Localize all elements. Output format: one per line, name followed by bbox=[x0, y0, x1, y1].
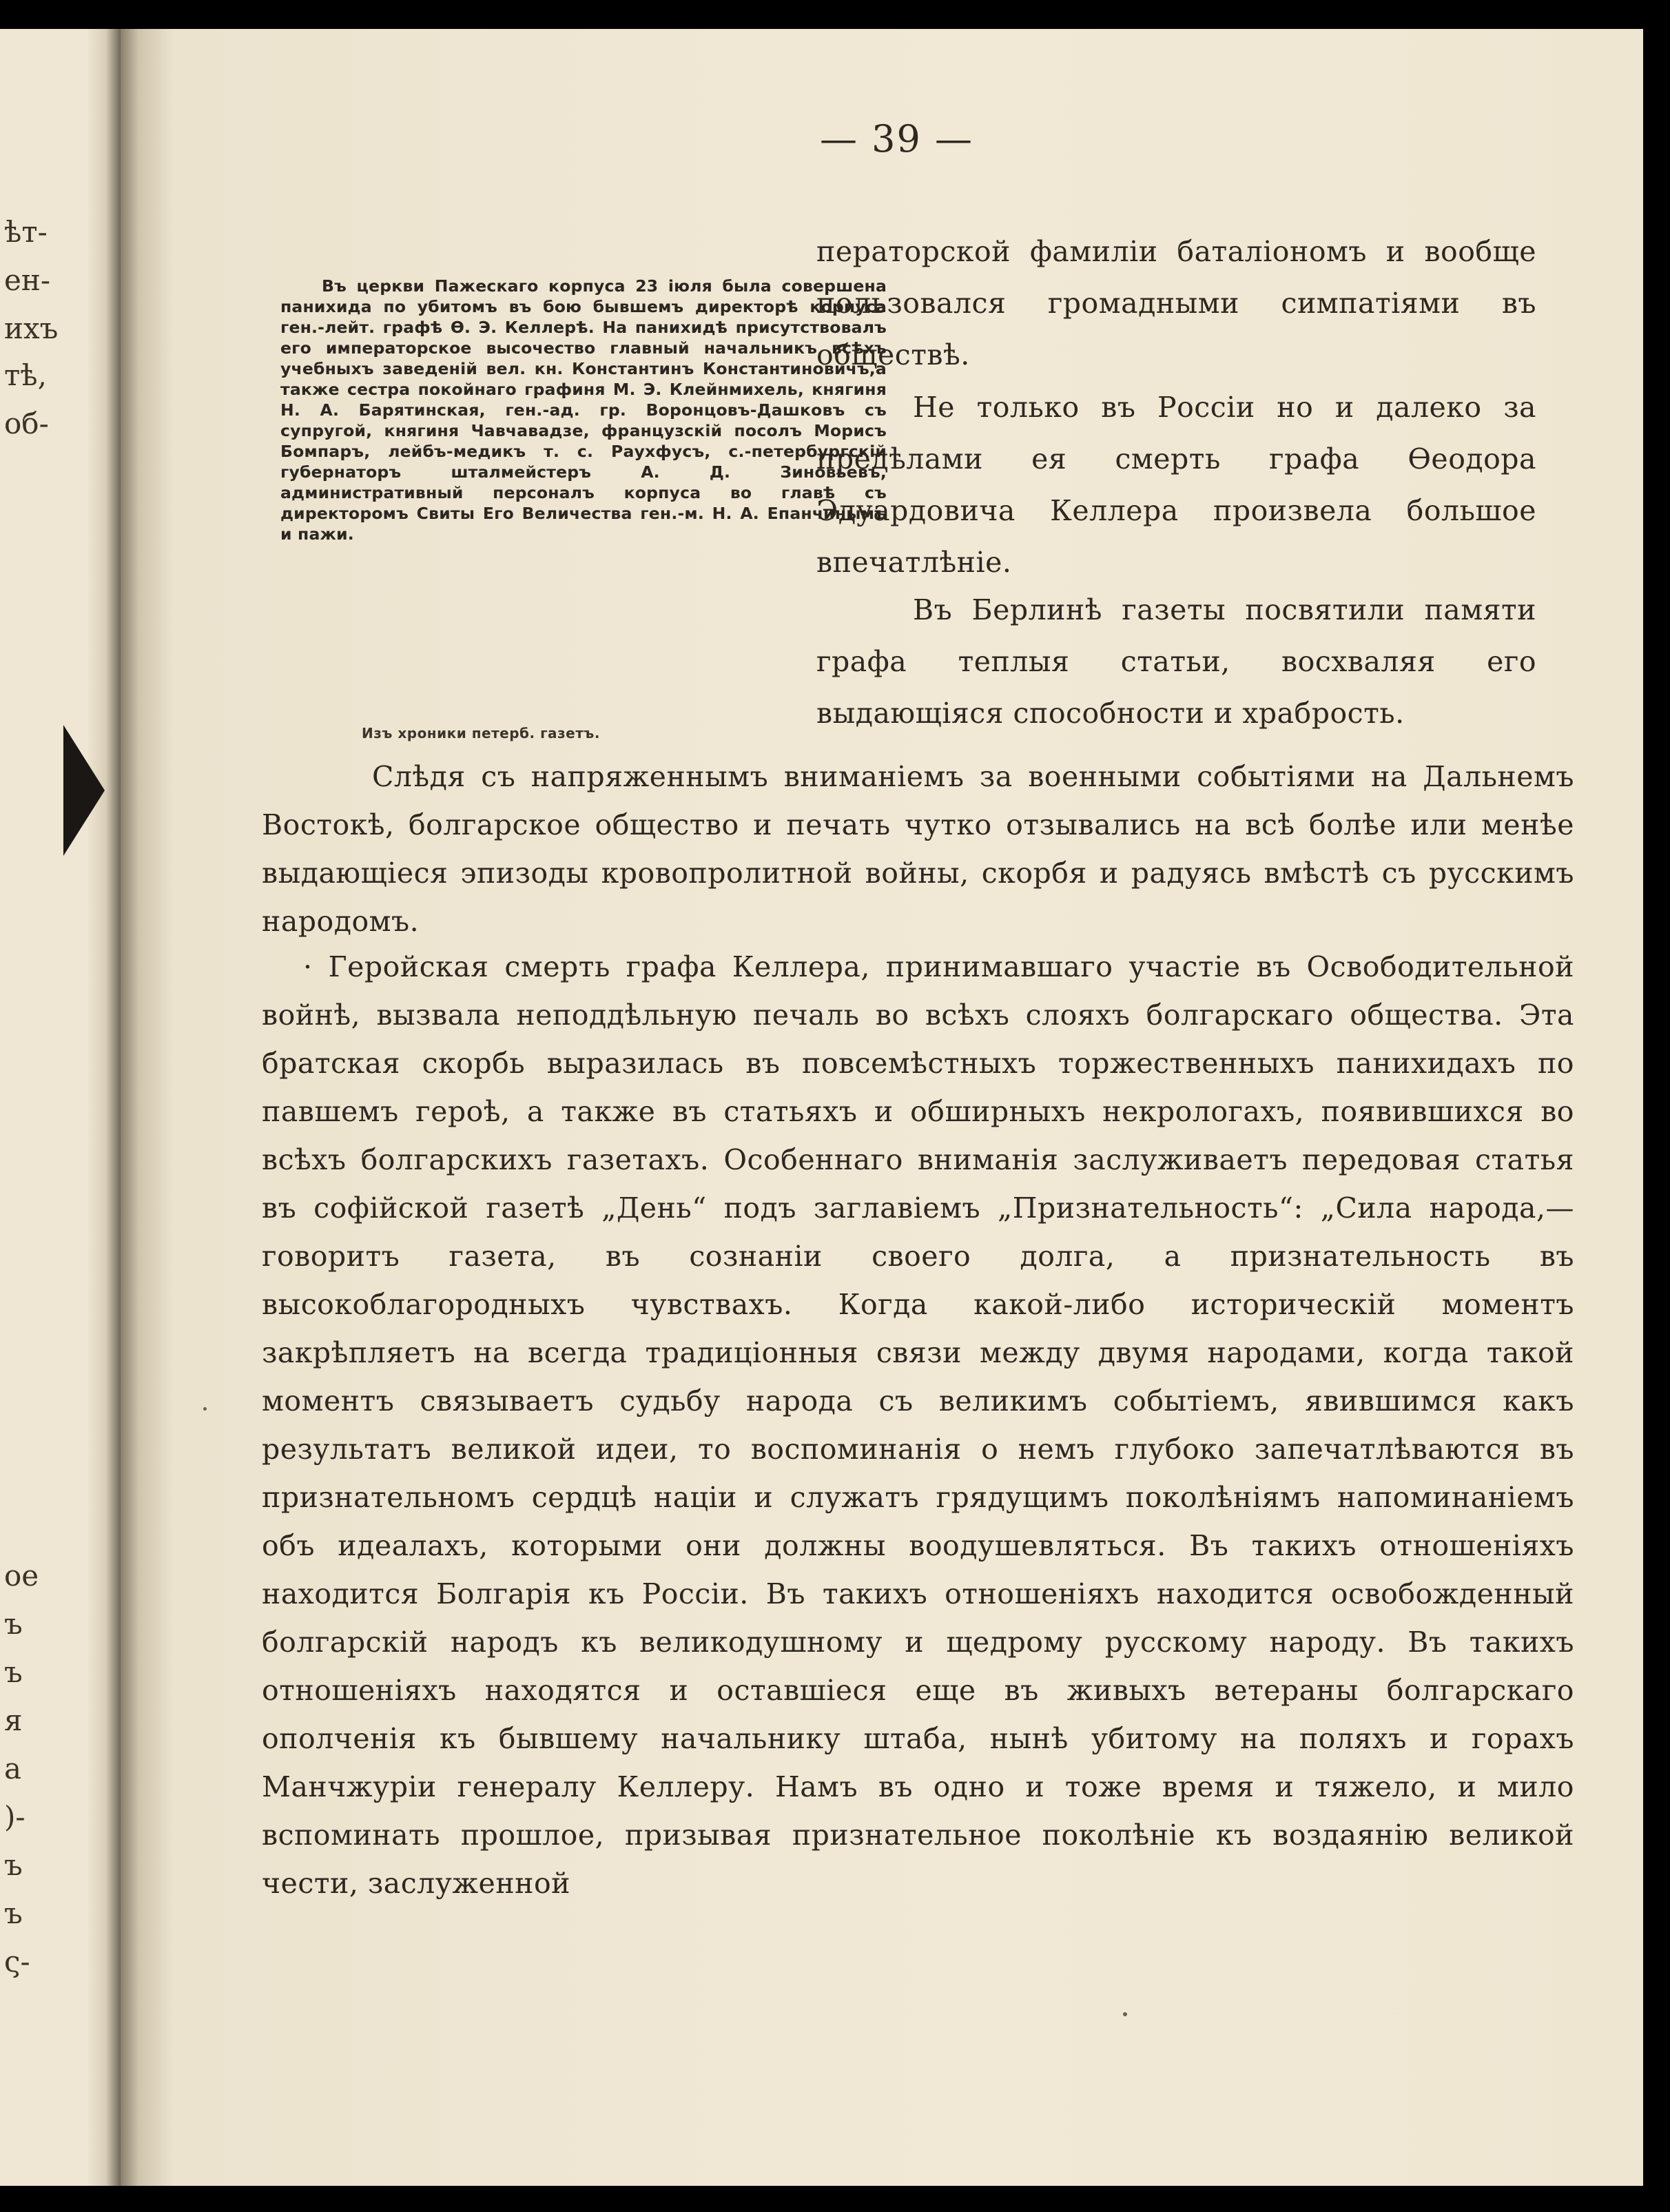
body-paragraph: · Геройская смерть графа Келлера, принимавшаго участіе въ Освободительной войнѣ, вызвала неподдѣльную печаль во всѣхъ слояхъ болгарскаго общества. Эта братская скорбь выразилась въ повсемѣстныхъ торжественныхъ панихидахъ по павшемъ героѣ, а также въ статьяхъ и обширныхъ некрологахъ, появившихся во всѣхъ болгарскихъ газетахъ. Особеннаго вниманія заслуживаетъ передовая статья въ софійской газетѣ „День“ подъ заглавіемъ „Признательность“: „Сила народа,—говоритъ газета, въ сознаніи своего долга, а признательность въ высокоблагородныхъ чувствахъ. Когда какой-либо историческій моментъ закрѣпляетъ на всегда традиціонныя связи между двумя народами, когда такой моментъ связываетъ судьбу народа съ великимъ событіемъ, явившимся какъ результатъ великой идеи, то воспоминанія о немъ глубоко запечатлѣваются въ признательномъ сердцѣ націи и служатъ грядущимъ поколѣніямъ напоминаніемъ объ идеалахъ, которыми они должны воодушевляться. Въ такихъ отношеніяхъ находится Болгарія къ Россіи. Въ такихъ отношеніяхъ находится освобожденный болгарскій народъ къ великодушному и щедрому русскому народу. Въ такихъ отношеніяхъ находятся и оставшіеся еще въ живыхъ ветераны болгарскаго ополченія къ бывшему начальнику штаба, нынѣ убитому на поляхъ и горахъ Манчжуріи генералу Келлеру. Намъ въ одно и тоже время и тяжело, и мило вспоминать прошлое, призывая признательное поколѣніе къ воздаянію великой чести, заслуженной bbox=[262, 950, 1574, 1900]
left-page-fragment: ѣт- bbox=[4, 215, 48, 249]
clipping-source: Изъ хроники петерб. газетъ. bbox=[362, 725, 600, 741]
left-page-fragment: ъ bbox=[4, 1607, 23, 1641]
paper-speck bbox=[1123, 2012, 1127, 2016]
page-number: — 39 — bbox=[820, 117, 974, 161]
previous-page-edge bbox=[0, 29, 121, 2186]
right-column-paragraph: Въ Берлинѣ газеты посвятили памяти графа теплыя статьи, восхваляя его выдающіяся способности и храбрость. bbox=[816, 593, 1536, 730]
newspaper-clipping: Въ церкви Пажескаго корпуса 23 іюля была совершена панихида по убитомъ въ бою бывшемъ директорѣ корпуса ген.-лейт. графѣ Ѳ. Э. Келлерѣ. На панихидѣ присутствовалъ его императорское высочество главный начальникъ всѣхъ учебныхъ заведеній вел. кн. Константинъ Константиновичъ,а также сестра покойнаго графиня М. Э. Клейнмихель, княгиня Н. А. Барятинская, ген.-ад. гр. Воронцовъ-Дашковъ съ супругой, княгиня Чавчавадзе, французскій посолъ Морисъ Бомпаръ, лейбъ-медикъ т. с. Раухфусъ, с.-петербургскій губернаторъ шталмейстеръ А. Д. Зиновьевъ, административный персоналъ корпуса во главѣ съ директоромъ Свиты Его Величества ген.-м. Н. А. Епанчинымъ и пажи. bbox=[280, 276, 887, 544]
body-paragraph: Слѣдя съ напряженнымъ вниманіемъ за военными событіями на Дальнемъ Востокѣ, болгарское общество и печать чутко отзывались на всѣ болѣе или менѣе выдающіеся эпизоды кровопролитной войны, скорбя и радуясь вмѣстѣ съ русскимъ народомъ. bbox=[262, 760, 1574, 938]
left-page-fragment: а bbox=[4, 1752, 22, 1785]
left-page-fragment: ς- bbox=[4, 1945, 30, 1978]
gutter-mark bbox=[63, 725, 105, 856]
left-page-fragment: ъ bbox=[4, 1848, 23, 1882]
right-column-paragraph: ператорской фамиліи баталіономъ и вообще пользовался громадными симпатіями въ обществѣ. bbox=[816, 235, 1536, 371]
paper-speck bbox=[203, 1407, 207, 1411]
left-page-fragment: ое bbox=[4, 1559, 39, 1593]
left-page-fragment: ъ bbox=[4, 1655, 23, 1689]
book-page bbox=[121, 29, 1643, 2186]
left-page-fragment: об- bbox=[4, 407, 49, 440]
left-page-fragment: я bbox=[4, 1703, 23, 1737]
right-column-paragraph: Не только въ Россіи но и далеко за предѣлами ея смерть графа Ѳеодора Эдуардовича Келлера произвела большое впечатлѣніе. bbox=[816, 391, 1536, 579]
left-page-fragment: ен- bbox=[4, 263, 51, 297]
left-page-fragment: )- bbox=[4, 1800, 25, 1834]
left-page-fragment: ихъ bbox=[4, 311, 59, 345]
left-page-fragment: ъ bbox=[4, 1896, 23, 1930]
left-page-fragment: тѣ, bbox=[4, 358, 47, 392]
